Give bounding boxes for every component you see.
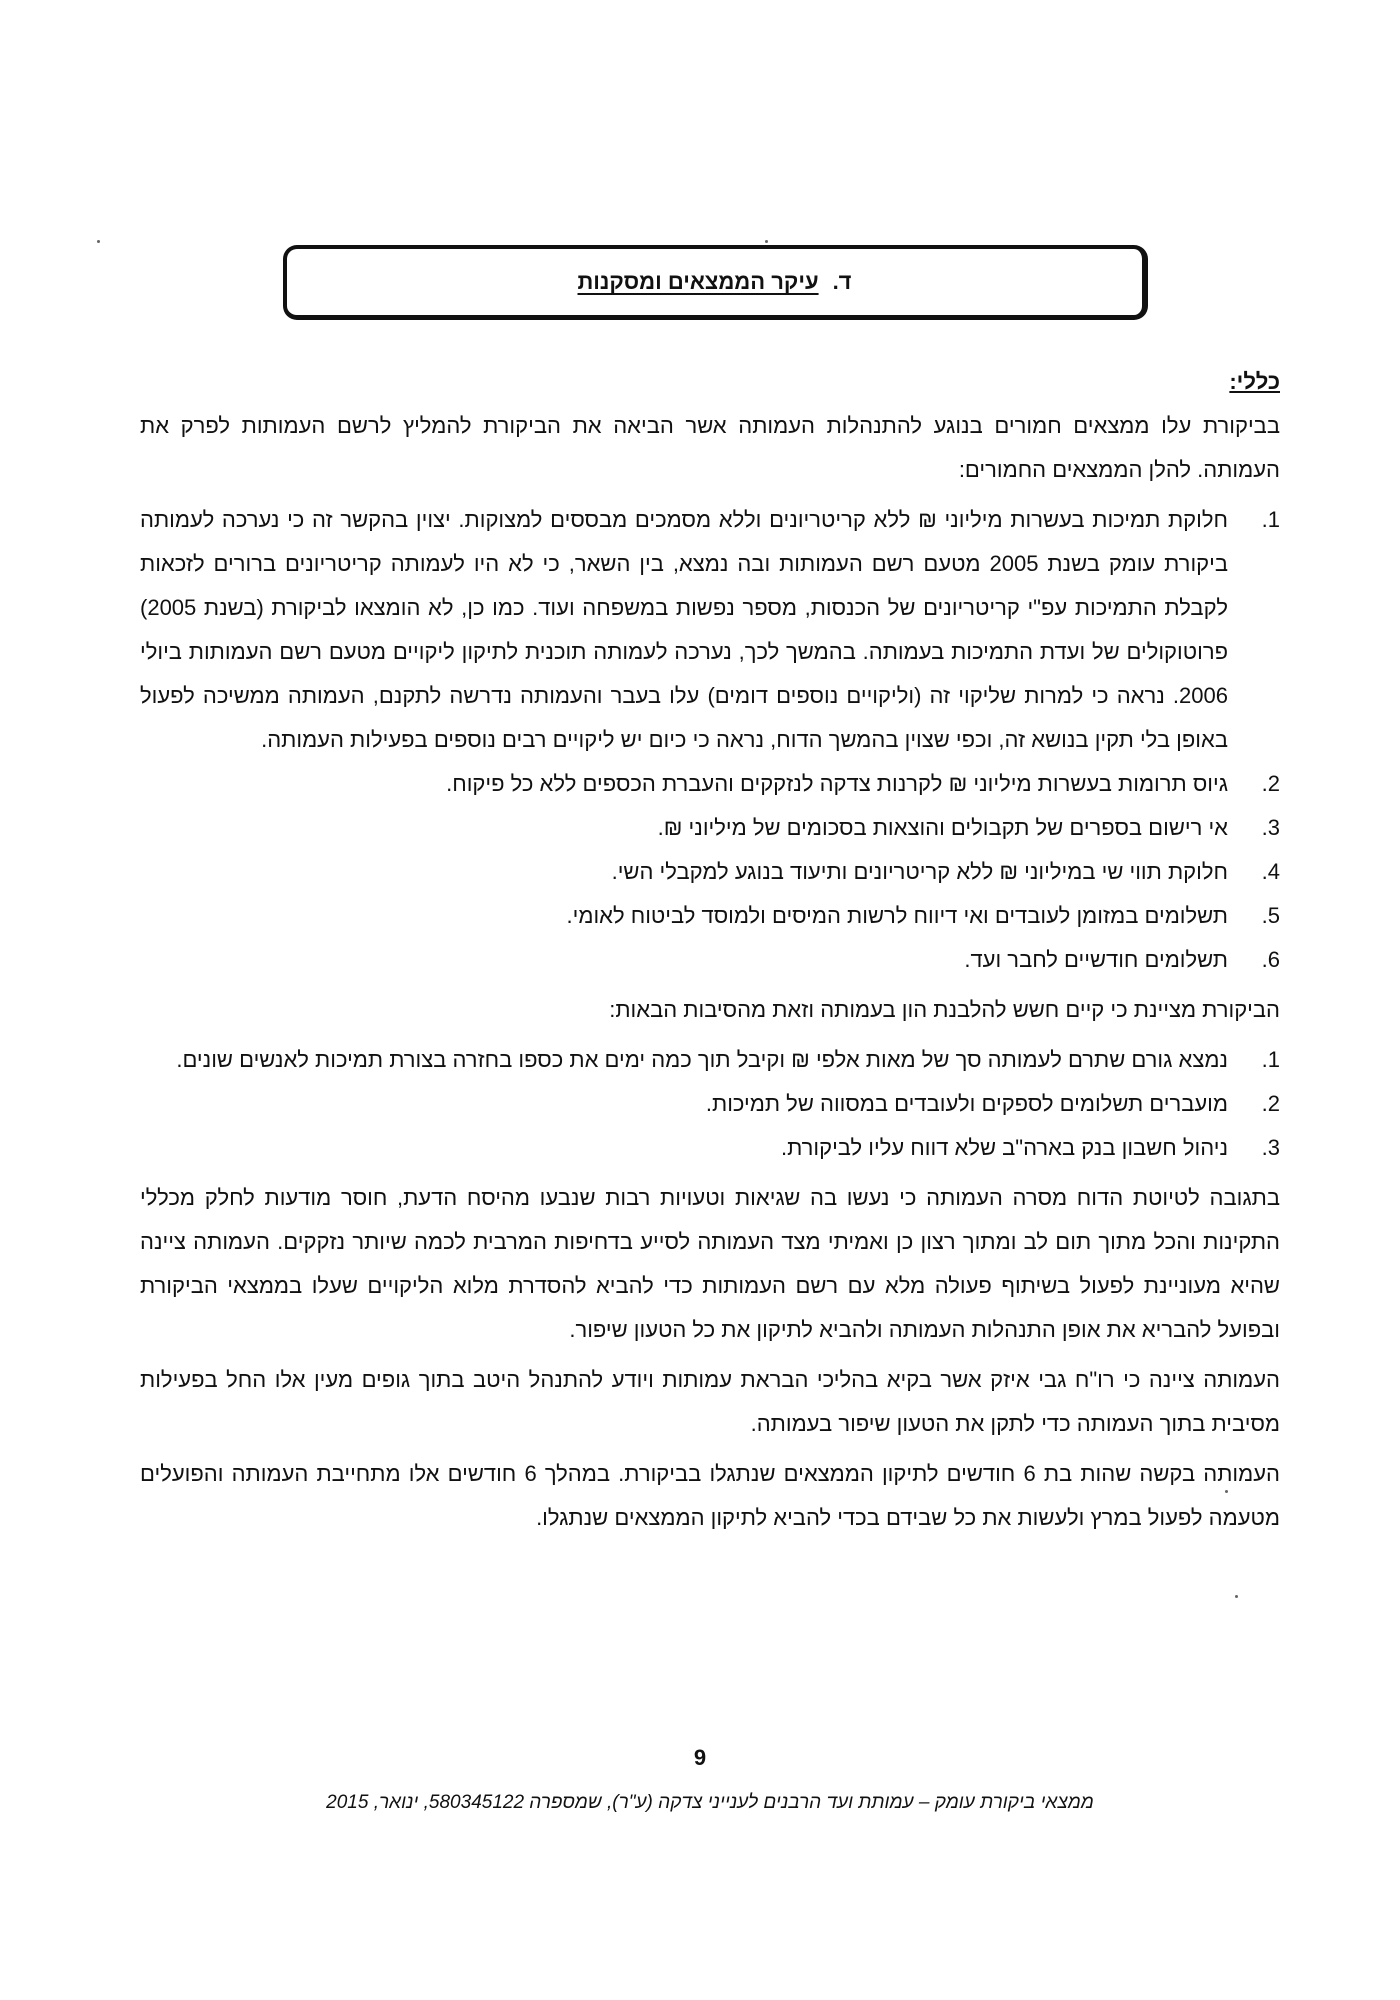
finding-number: 3. xyxy=(1261,815,1280,840)
finding-number: 4. xyxy=(1261,859,1280,884)
reason-text: ניהול חשבון בנק בארה"ב שלא דווח עליו לביקורת. xyxy=(780,1135,1228,1160)
finding-item xyxy=(140,850,1280,894)
finding-text: חלוקת תווי שי במיליוני ₪ ללא קריטריונים ותיעוד בנוגע למקבלי השי. xyxy=(611,859,1228,884)
scan-speck xyxy=(1225,1490,1228,1493)
response-paragraph: העמותה ציינה כי רו"ח גבי איזק אשר בקיא בהליכי הבראת עמותות ויודע להתנהל היטב בתוך גופים מעין אלו החל בפעילות מסיבית בתוך העמותה כדי לתקן את הטעון שיפור בעמותה. xyxy=(140,1367,1280,1436)
general-label: כללי: xyxy=(1229,369,1280,394)
finding-number: 5. xyxy=(1261,903,1280,928)
scan-speck xyxy=(765,240,768,243)
scan-speck xyxy=(97,240,100,243)
laundering-intro: הביקורת מציינת כי קיים חשש להלבנת הון בעמותה וזאת מהסיבות הבאות: xyxy=(609,997,1280,1022)
response-paragraph: בתגובה לטיוטת הדוח מסרה העמותה כי נעשו בה שגיאות וטעויות רבות שנבעו מהיסח הדעת, חוסר מודעות לחלק מכללי התקינות והכל מתוך תום לב ומתוך רצון כן ואמיתי מצד העמותה לסייע בדחיפות המרבית לכמה שיותר נזקקים. העמותה ציינה שהיא מעוניינת לפעול בשיתוף פעולה מלא עם רשם העמותות כדי להביא להסדרת מלוא הליקויים שעלו בממצאי הביקורת ובפועל להבריא את אופן התנהלות העמותה ולהביא לתיקון את כל הטעון שיפור. xyxy=(140,1185,1280,1342)
finding-text: חלוקת תמיכות בעשרות מיליוני ₪ ללא קריטריונים וללא מסמכים מבססים למצוקות. יצוין בהקשר זה כי נערכה לעמותה ביקורת עומק בשנת 2005 מטעם רשם העמותות ובה נמצא, בין השאר, כי לא היו לעמותה קריטריונים ברורים לזכאות לקבלת התמיכות עפ"י קריטריונים של הכנסות, מספר נפשות במשפחה ועוד. כמו כן, לא הומצאו לביקורת (בשנת 2005) פרוטוקולים של ועדת התמיכות בעמותה. בהמשך לכך, נערכה לעמותה תוכנית לתיקון ליקויים מטעם רשם העמותות ביולי 2006. נראה כי למרות שליקוי זה (וליקויים נוספים דומים) עלו בעבר והעמותה נדרשה לתקנם, העמותה ממשיכה לפעול באופן בלי תקין בנושא זה, וכפי שצוין בהמשך הדוח, נראה כי כיום יש ליקויים רבים נוספים בפעילות העמותה. xyxy=(140,507,1229,752)
reason-number: 1. xyxy=(1261,1047,1280,1072)
finding-item xyxy=(140,938,1280,982)
reason-item xyxy=(140,1126,1280,1170)
scan-speck xyxy=(1235,1595,1238,1598)
finding-text: תשלומים חודשיים לחבר ועד. xyxy=(964,947,1228,972)
findings-list xyxy=(140,498,1280,982)
reason-item xyxy=(140,1038,1280,1082)
laundering-reasons-list xyxy=(140,1038,1280,1170)
reason-text: מועברים תשלומים לספקים ולעובדים במסווה של תמיכות. xyxy=(705,1091,1228,1116)
page-number: 9 xyxy=(693,1745,707,1770)
finding-item xyxy=(140,894,1280,938)
reason-text: נמצא גורם שתרם לעמותה סך של מאות אלפי ₪ וקיבל תוך כמה ימים את כספו בחזרה בצורת תמיכות לאנשים שונים. xyxy=(176,1047,1228,1072)
intro-paragraph: בביקורת עלו ממצאים חמורים בנוגע להתנהלות העמותה אשר הביאה את הביקורת להמליץ לרשם העמותות לפרק את העמותה. להלן הממצאים החמורים: xyxy=(140,413,1280,482)
finding-text: אי רישום בספרים של תקבולים והוצאות בסכומים של מיליוני ₪. xyxy=(657,815,1228,840)
finding-item xyxy=(140,762,1280,806)
finding-item xyxy=(140,806,1280,850)
main-content xyxy=(140,360,1280,1546)
finding-number: 6. xyxy=(1261,947,1280,972)
finding-number: 1. xyxy=(1261,507,1280,532)
finding-text: גיוס תרומות בעשרות מיליוני ₪ לקרנות צדקה לנזקקים והעברת הכספים ללא כל פיקוח. xyxy=(446,771,1228,796)
response-paragraph: העמותה בקשה שהות בת 6 חודשים לתיקון הממצאים שנתגלו בביקורת. במהלך 6 חודשים אלו מתחייבת העמותה והפועלים מטעמה לפעול במרץ ולעשות את כל שבידם בכדי להביא לתיקון הממצאים שנתגלו. xyxy=(140,1461,1280,1530)
section-letter: ד. xyxy=(832,269,852,294)
finding-item xyxy=(140,498,1280,762)
section-title xyxy=(578,269,852,295)
finding-number: 2. xyxy=(1261,771,1280,796)
reason-number: 3. xyxy=(1261,1135,1280,1160)
reason-item xyxy=(140,1082,1280,1126)
section-title-text: עיקר הממצאים ומסקנות xyxy=(577,269,819,294)
reason-number: 2. xyxy=(1261,1091,1280,1116)
section-title-box xyxy=(283,245,1148,320)
page-footer: ממצאי ביקורת עומק – עמותת ועד הרבנים לענייני צדקה (ע"ר), שמספרה 580345122, ינואר, 2015 xyxy=(326,1792,1094,1813)
finding-text: תשלומים במזומן לעובדים ואי דיווח לרשות המיסים ולמוסד לביטוח לאומי. xyxy=(566,903,1228,928)
